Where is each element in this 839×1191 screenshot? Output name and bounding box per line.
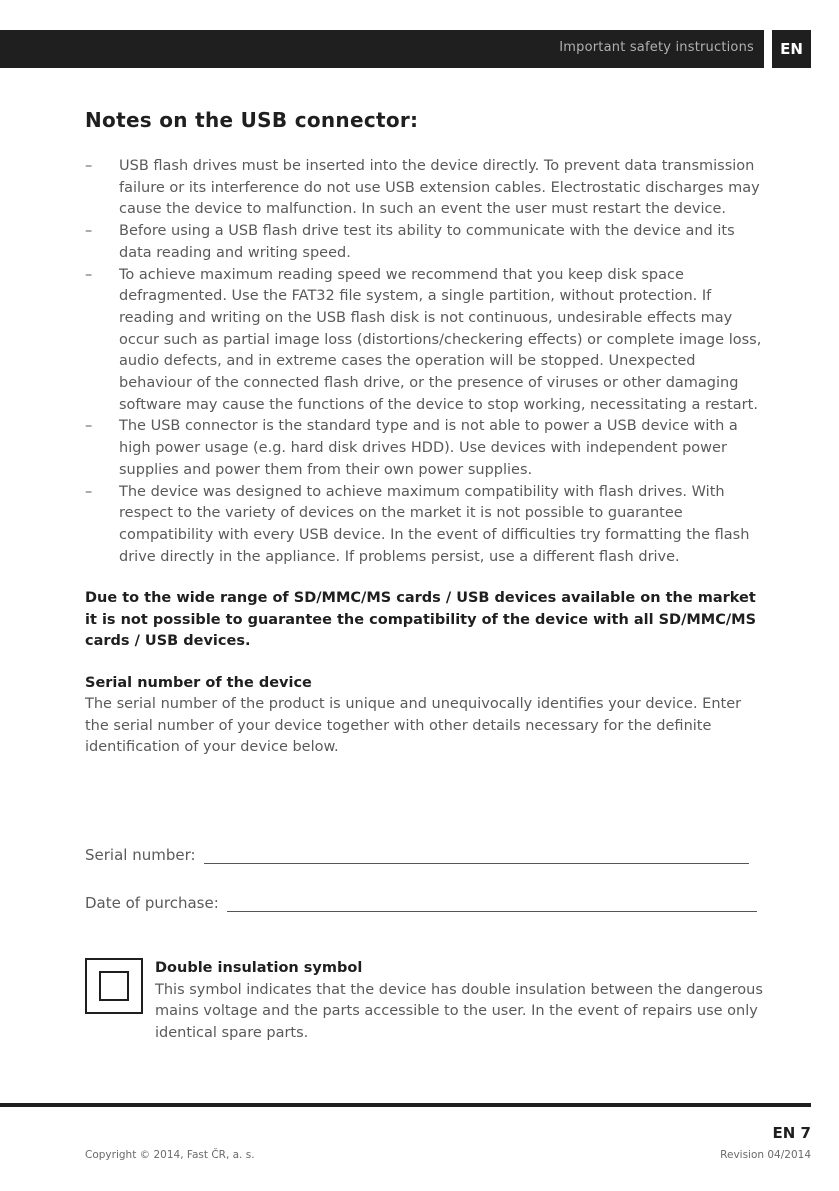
serial-section-title: Serial number of the device [85, 674, 312, 691]
date-of-purchase-line[interactable] [227, 897, 757, 912]
usb-section-title: Notes on the USB connector: [85, 108, 419, 132]
note-text: Before using a USB flash drive test its ability to communicate with the device and its data reading and writing speed. [119, 223, 735, 261]
date-of-purchase-label: Date of purchase: [85, 894, 219, 912]
revision-text: Revision 04/2014 [720, 1149, 811, 1161]
list-item [85, 482, 765, 569]
footer-rule [0, 1103, 811, 1107]
symbol-section-text: This symbol indicates that the device has double insulation between the dangerous mains voltage and the parts accessible to the user. In the event of repairs use only identical spare parts. [155, 981, 763, 1041]
serial-section-text: The serial number of the product is unique and unequivocally identifies your device. Enter the serial number of your device together with other details necessary for the definite identification of your device below. [85, 696, 742, 756]
page-number: EN 7 [772, 1124, 811, 1142]
language-badge: EN [772, 30, 811, 68]
date-of-purchase-field[interactable] [85, 894, 757, 912]
note-text: The USB connector is the standard type and is not able to power a USB device with a high power usage (e.g. hard disk drives HDD). Use devices with independent power supplies and power them from their own power supplies. [119, 418, 738, 478]
usb-notes-list [85, 156, 765, 568]
header-bar [0, 30, 764, 68]
symbol-section [155, 958, 765, 1044]
double-insulation-inner-square [99, 971, 129, 1001]
bullet-dash: – [85, 223, 93, 240]
bullet-dash: – [85, 418, 93, 435]
main-content [85, 108, 765, 759]
serial-number-field[interactable] [85, 846, 749, 864]
bullet-dash: – [85, 483, 93, 500]
list-item [85, 156, 765, 221]
double-insulation-icon [85, 958, 143, 1014]
list-item [85, 265, 765, 417]
note-text: To achieve maximum reading speed we recommend that you keep disk space defragmented. Use the FAT32 file system, a single partition, without protection. If reading and writing on the USB flash disk is not continuous, undesirable effects may occur such as partial image loss (distortions/checkering effects) or complete image loss, audio defects, and in extreme cases the operation will be stopped. Unexpected behaviour of the connected flash drive, or the presence of viruses or other damaging software may cause the functions of the device to stop working, necessitating a restart. [119, 266, 762, 413]
serial-number-label: Serial number: [85, 846, 196, 864]
symbol-section-title: Double insulation symbol [155, 960, 363, 976]
note-text: USB flash drives must be inserted into the device directly. To prevent data transmission failure or its interference do not use USB extension cables. Electrostatic discharges may cause the device to malfunction. In such an event the user must restart the device. [119, 158, 760, 218]
list-item [85, 416, 765, 481]
bullet-dash: – [85, 158, 93, 174]
list-item [85, 221, 765, 264]
copyright-text: Copyright © 2014, Fast ČR, a. s. [85, 1149, 255, 1161]
note-text: The device was designed to achieve maximum compatibility with flash drives. With respect to the variety of devices on the market it is not possible to guarantee compatibility with every USB device. In the event of difficulties try formatting the flash drive directly in the appliance. If problems persist, use a different flash drive. [119, 483, 750, 565]
compatibility-warning: Due to the wide range of SD/MMC/MS cards / USB devices available on the market it is not possible to guarantee the compatibility of the device with all SD/MMC/MS cards / USB devices. [85, 590, 757, 650]
header-title: Important safety instructions [559, 40, 754, 55]
serial-number-line[interactable] [204, 849, 749, 864]
bullet-dash: – [85, 266, 93, 283]
